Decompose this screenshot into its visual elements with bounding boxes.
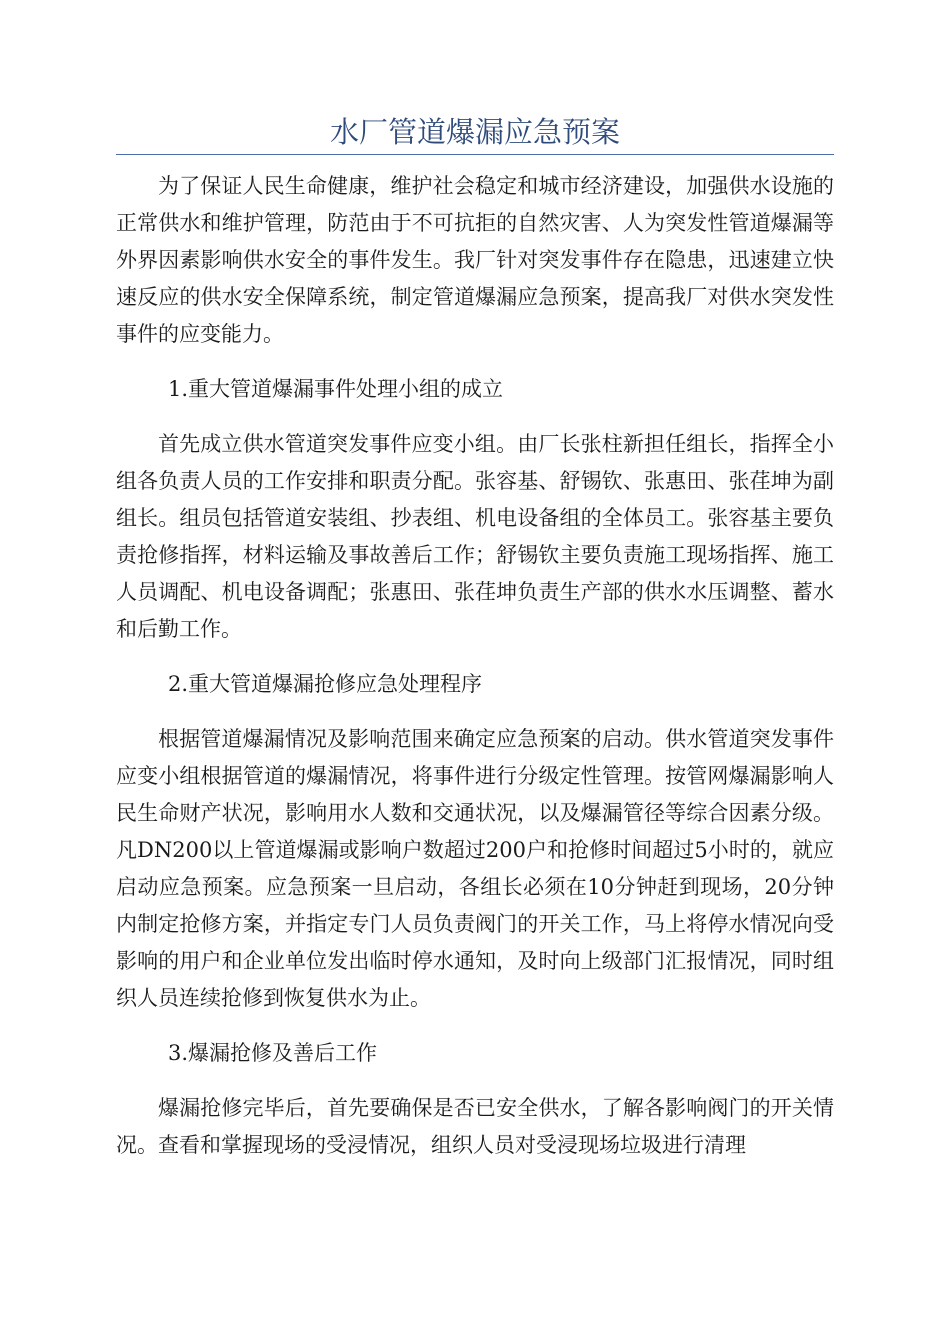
section-3-paragraph: 爆漏抢修完毕后，首先要确保是否已安全供水，了解各影响阀门的开关情况。查看和掌握现场的受浸情况，组织人员对受浸现场垃圾进行清理 <box>116 1096 834 1157</box>
document-body <box>116 168 834 1182</box>
title-underline <box>116 154 834 155</box>
section-1-paragraph: 首先成立供水管道突发事件应变小组。由厂长张柱新担任组长，指挥全小组各负责人员的工作安排和职责分配。张容基、舒锡钦、张惠田、张荏坤为副组长。组员包括管道安装组、抄表组、机电设备组的全体员工。张容基主要负责抢修指挥，材料运输及事故善后工作；舒锡钦主要负责施工现场指挥、施工人员调配、机电设备调配；张惠田、张荏坤负责生产部的供水水压调整、蓄水和后勤工作。 <box>116 432 834 641</box>
section-3-heading: 3.爆漏抢修及善后工作 <box>168 1041 378 1065</box>
section-2-paragraph: 根据管道爆漏情况及影响范围来确定应急预案的启动。供水管道突发事件应变小组根据管道的爆漏情况，将事件进行分级定性管理。按管网爆漏影响人民生命财产状况，影响用水人数和交通状况，以及爆漏管径等综合因素分级。凡DN200以上管道爆漏或影响户数超过200户和抢修时间超过5小时的，就应启动应急预案。应急预案一旦启动，各组长必须在10分钟赶到现场，20分钟内制定抢修方案，并指定专门人员负责阀门的开关工作，马上将停水情况向受影响的用户和企业单位发出临时停水通知，及时向上级部门汇报情况，同时组织人员连续抢修到恢复供水为止。 <box>116 727 834 1010</box>
intro-paragraph: 为了保证人民生命健康，维护社会稳定和城市经济建设，加强供水设施的正常供水和维护管理，防范由于不可抗拒的自然灾害、人为突发性管道爆漏等外界因素影响供水安全的事件发生。我厂针对突发事件存在隐患，迅速建立快速反应的供水安全保障系统，制定管道爆漏应急预案，提高我厂对供水突发性事件的应变能力。 <box>116 174 834 346</box>
document-title: 水厂管道爆漏应急预案 <box>329 115 620 149</box>
section-2-heading: 2.重大管道爆漏抢修应急处理程序 <box>168 672 483 696</box>
section-1-heading: 1.重大管道爆漏事件处理小组的成立 <box>168 377 504 401</box>
